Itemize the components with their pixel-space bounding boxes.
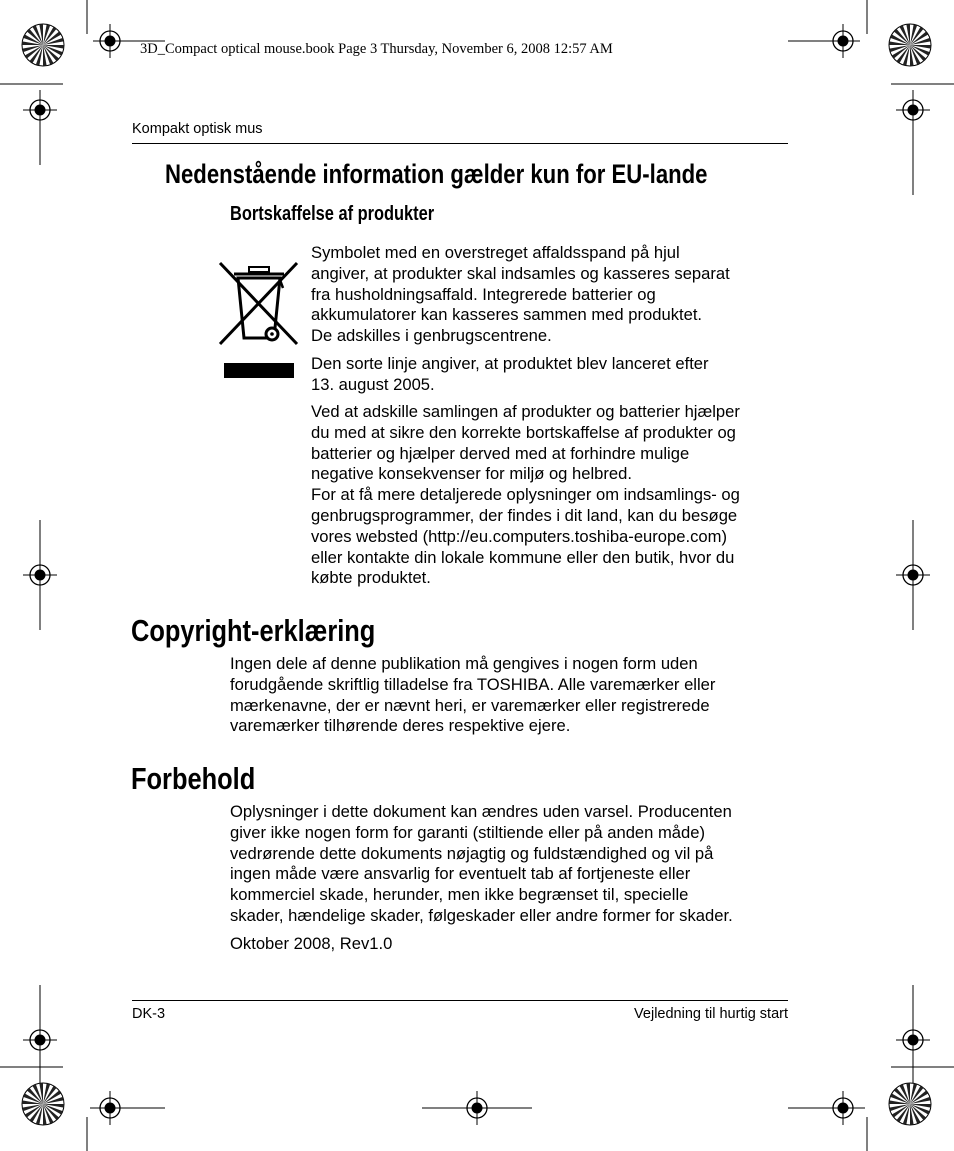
text-line: batterier og hjælper derved med at forhindre mulige	[311, 443, 690, 463]
text-line: negative konsekvenser for miljø og helbred.	[311, 464, 632, 484]
text-line: genbrugsprogrammer, der findes i dit land, kan du besøge	[311, 505, 738, 525]
black-line-paragraph	[311, 354, 709, 396]
disposal-subheading: Bortskaffelse af produkter	[230, 203, 435, 225]
print-slug: 3D_Compact optical mouse.book Page 3 Thursday, November 6, 2008 12:57 AM	[140, 41, 613, 57]
text-line: angiver, at produkter skal indsamles og kasseres separat	[311, 263, 730, 283]
text-line: De adskilles i genbrugscentrene.	[311, 326, 552, 346]
text-line: Ingen dele af denne publikation må gengives i nogen form uden	[230, 654, 698, 673]
disclaimer-heading: Forbehold	[131, 761, 256, 796]
running-head: Kompakt optisk mus	[132, 121, 263, 137]
disclaimer-paragraph	[230, 802, 733, 927]
text-line: du med at sikre den korrekte bortskaffelse af produkter og	[311, 422, 736, 442]
weee-symbol-paragraph	[311, 243, 730, 347]
text-line: akkumulatorer kan kasseres sammen med produktet.	[311, 305, 703, 325]
text-line: ingen måde være ansvarlig for eventuelt tab af fortjeneste eller	[230, 864, 691, 884]
text-line: For at få mere detaljerede oplysninger om indsamlings- og	[311, 485, 740, 505]
revision-date: Oktober 2008, Rev1.0	[230, 934, 393, 953]
copyright-paragraph	[230, 654, 715, 737]
text-line: Symbolet med en overstreget affaldsspand på hjul	[311, 243, 680, 262]
text-line: skader, hændelige skader, følgeskader eller andre former for skader.	[230, 905, 733, 925]
text-line: Den sorte linje angiver, at produktet blev lanceret efter	[311, 354, 709, 373]
text-line: 13. august 2005.	[311, 374, 435, 394]
text-line: Oplysninger i dette dokument kan ændres uden varsel. Producenten	[230, 802, 732, 821]
starburst-mark	[22, 1083, 64, 1125]
crossed-out-wheelie-bin-icon	[217, 260, 301, 382]
collection-paragraph	[311, 402, 740, 589]
footer-rule	[132, 1000, 788, 1001]
text-line: mærkenavne, der er nævnt heri, er varemærker eller registrerede	[230, 695, 710, 715]
eu-heading: Nedenstående information gælder kun for EU-lande	[165, 159, 708, 189]
footer-title: Vejledning til hurtig start	[634, 1006, 788, 1022]
starburst-mark	[22, 24, 64, 66]
starburst-mark	[889, 24, 931, 66]
starburst-mark	[889, 1083, 931, 1125]
text-line: forudgående skriftlig tilladelse fra TOSHIBA. Alle varemærker eller	[230, 674, 716, 694]
text-line: købte produktet.	[311, 568, 431, 588]
text-line: Ved at adskille samlingen af produkter og batterier hjælper	[311, 402, 740, 421]
text-line: vores websted (http://eu.computers.toshiba-europe.com)	[311, 526, 727, 546]
text-line: giver ikke nogen form for garanti (stiltiende eller på anden måde)	[230, 822, 706, 842]
text-line: fra husholdningsaffald. Integrerede batterier og	[311, 284, 656, 304]
copyright-heading: Copyright-erklæring	[131, 613, 376, 648]
text-line: vedrørende dette dokuments nøjagtig og fuldstændighed og vil på	[230, 843, 714, 863]
page-number: DK-3	[132, 1006, 166, 1022]
text-line: eller kontakte din lokale kommune eller den butik, hvor du	[311, 547, 735, 567]
text-line: varemærker tilhørende deres respektive ejere.	[230, 716, 571, 736]
text-line: kommerciel skade, herunder, men ikke begrænset til, specielle	[230, 885, 689, 905]
header-rule	[132, 143, 788, 144]
